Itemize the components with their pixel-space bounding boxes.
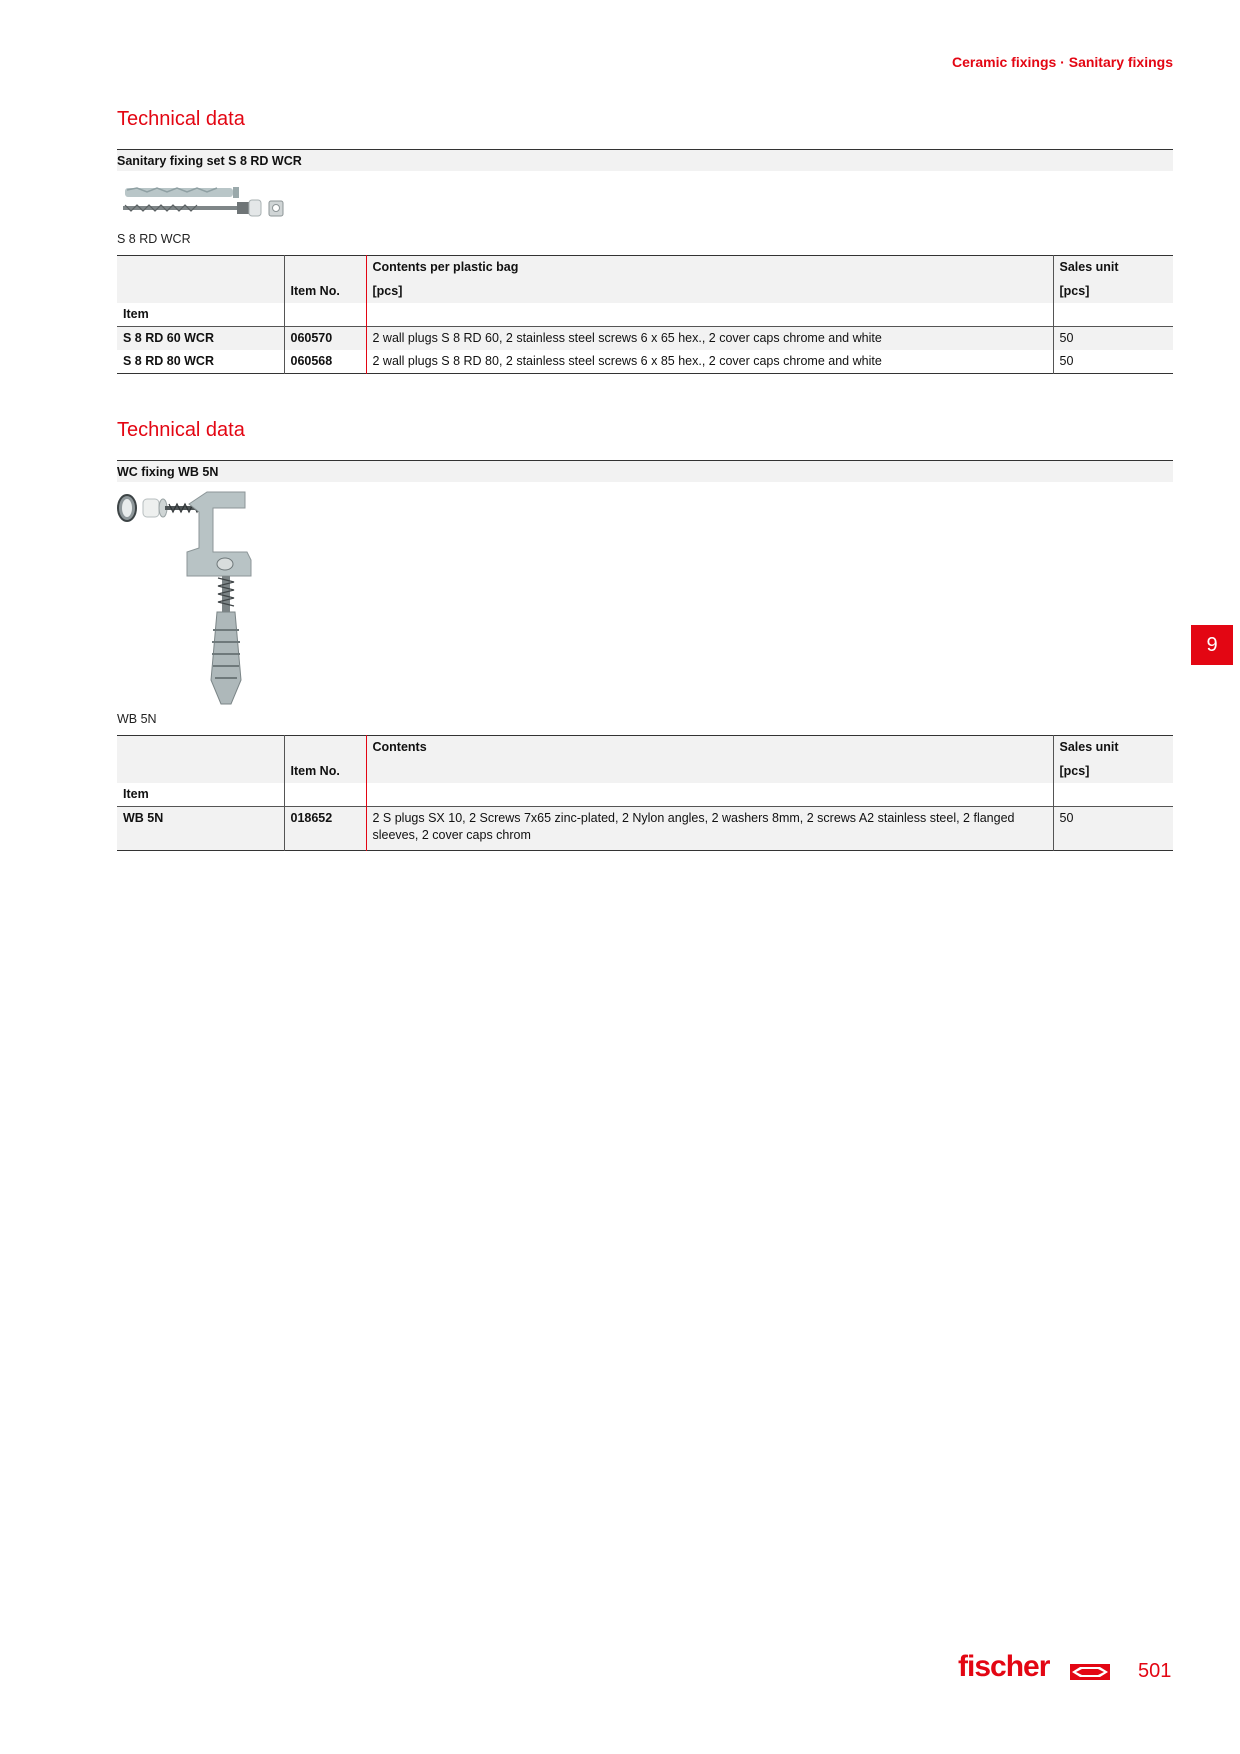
item-name: WB 5N xyxy=(117,807,284,851)
header-sales-pcs: [pcs] xyxy=(1053,279,1173,303)
item-name: S 8 RD 80 WCR xyxy=(117,350,284,374)
item-sales-unit: 50 xyxy=(1053,327,1173,351)
fischer-flag-icon xyxy=(1070,1664,1110,1680)
item-number: 018652 xyxy=(284,807,366,851)
sanitary-fixing-set-image xyxy=(117,184,287,226)
chapter-tab: 9 xyxy=(1191,625,1233,665)
page-number: 501 xyxy=(1138,1660,1172,1682)
fischer-logo: fischer xyxy=(958,1650,1050,1683)
item-contents: 2 S plugs SX 10, 2 Screws 7x65 zinc-plated, 2 Nylon angles, 2 washers 8mm, 2 screws A2 stainless steel, 2 flanged sleeves, 2 cover caps chrom xyxy=(366,807,1053,851)
section2-subtitle: WC fixing WB 5N xyxy=(117,460,1173,482)
header-contents: Contents xyxy=(366,736,1053,760)
section1-table xyxy=(117,255,1173,374)
section1-caption: S 8 RD WCR xyxy=(117,232,191,246)
header-item-no: Item No. xyxy=(284,759,366,783)
header-item: Item xyxy=(117,783,284,807)
table-row xyxy=(117,327,1173,351)
section2-caption: WB 5N xyxy=(117,712,157,726)
header-sales-unit: Sales unit xyxy=(1053,256,1173,280)
item-number: 060570 xyxy=(284,327,366,351)
item-contents: 2 wall plugs S 8 RD 80, 2 stainless steel screws 6 x 85 hex., 2 cover caps chrome and white xyxy=(366,350,1053,374)
section2-table xyxy=(117,735,1173,851)
header-sales-pcs: [pcs] xyxy=(1053,759,1173,783)
section1-subtitle: Sanitary fixing set S 8 RD WCR xyxy=(117,149,1173,171)
item-contents: 2 wall plugs S 8 RD 60, 2 stainless steel screws 6 x 65 hex., 2 cover caps chrome and white xyxy=(366,327,1053,351)
item-name: S 8 RD 60 WCR xyxy=(117,327,284,351)
section2-title: Technical data xyxy=(117,419,245,441)
wc-fixing-image xyxy=(117,490,287,710)
header-sales-unit: Sales unit xyxy=(1053,736,1173,760)
item-sales-unit: 50 xyxy=(1053,350,1173,374)
header-item: Item xyxy=(117,303,284,327)
header-item-no: Item No. xyxy=(284,279,366,303)
item-number: 060568 xyxy=(290,354,333,368)
header-contents-unit: [pcs] xyxy=(366,279,1053,303)
item-sales-unit: 50 xyxy=(1053,807,1173,851)
header-category: Ceramic fixings · Sanitary fixings xyxy=(952,54,1173,70)
table-row xyxy=(117,350,1173,374)
section1-title: Technical data xyxy=(117,108,245,130)
table-row xyxy=(117,807,1173,851)
header-contents: Contents per plastic bag xyxy=(366,256,1053,280)
